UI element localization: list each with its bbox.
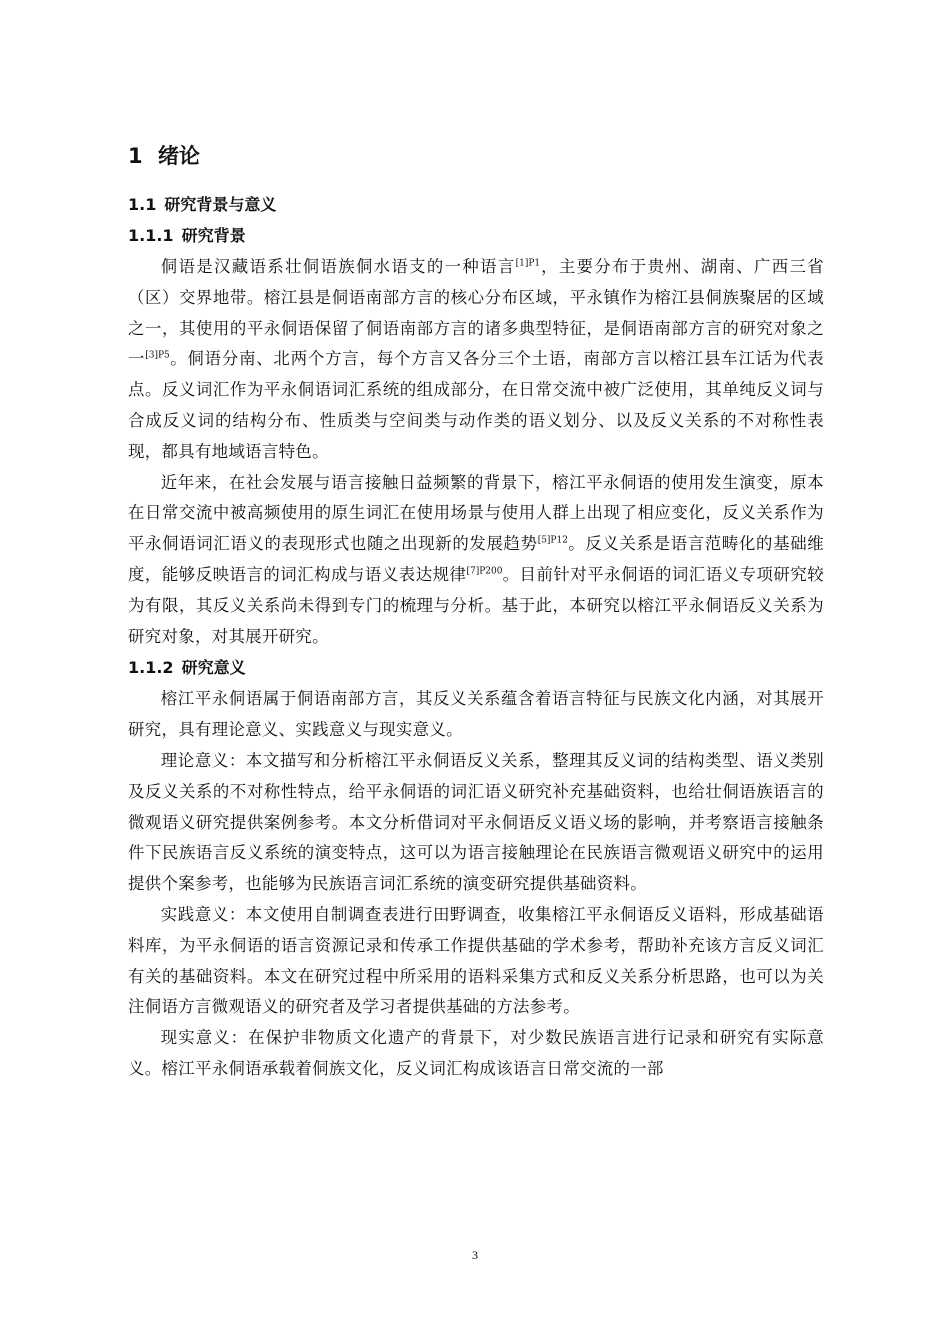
text-run: 近年来，在社会发展与语言接触日益频繁的背景下，榕江平永侗语的使用发生演变，原本在日常交流中被高频使用的原生词汇在使用场景与使用人群上出现了相应变化，反义关系作为平永侗语词汇语义的表现形式也随之出现新的发展趋势 [128, 472, 824, 554]
citation-ref: [1]P1 [515, 258, 541, 269]
paragraph-practical-significance: 实践意义：本文使用自制调查表进行田野调查，收集榕江平永侗语反义语料，形成基础语料库，为平永侗语的语言资源记录和传承工作提供基础的学术参考，帮助补充该方言反义词汇有关的基础资料。本文在研究过程中所采用的语料采集方式和反义关系分析思路，也可以为关注侗语方言微观语义的研究者及学习者提供基础的方法参考。 [128, 904, 824, 1017]
section-number: 1.1 [128, 195, 157, 214]
subsection-number: 1.1.1 [128, 226, 174, 245]
chapter-title: 绪论 [157, 144, 200, 168]
section-title: 研究背景与意义 [164, 195, 277, 214]
page-number: 3 [472, 1248, 478, 1262]
paragraph-background-1 [128, 252, 824, 468]
subsection-number: 1.1.2 [128, 658, 174, 678]
text-run: ，主要分布于贵州、湖南、广西三省（区）交界地带。榕江县是侗语南部方言的核心分布区域，平永镇作为榕江县侗族聚居的区域之一，其使用的平永侗语保留了侗语南部方言的诸多典型特征，是侗语南部方言的研究对象之一 [128, 257, 824, 369]
paragraph-significance-intro: 榕江平永侗语属于侗语南部方言，其反义关系蕴含着语言特征与民族文化内涵，对其展开研究，具有理论意义、实践意义与现实意义。 [128, 689, 824, 740]
subsection-heading-1-1-2 [128, 655, 824, 680]
subsection-title: 研究意义 [181, 658, 246, 678]
chapter-heading [128, 142, 824, 170]
citation-ref: [3]P5 [145, 350, 170, 361]
chapter-number: 1 [128, 144, 143, 168]
text-run: 。目前针对平永侗语的词汇语义专项研究较为有限，其反义关系尚未得到专门的梳理与分析。基于此，本研究以榕江平永侗语反义关系为研究对象，对其展开研究。 [128, 564, 824, 646]
citation-ref: [5]P12 [537, 535, 568, 546]
subsection-heading-1-1-1 [128, 223, 824, 248]
paragraph-realistic-significance: 现实意义：在保护非物质文化遗产的背景下，对少数民族语言进行记录和研究有实际意义。榕江平永侗语承载着侗族文化，反义词汇构成该语言日常交流的一部 [128, 1028, 824, 1078]
text-run: 侗语是汉藏语系壮侗语族侗水语支的一种语言 [160, 257, 516, 276]
subsection-title: 研究背景 [181, 226, 246, 245]
page-body [128, 142, 824, 1085]
paragraph-theoretical-significance: 理论意义：本文描写和分析榕江平永侗语反义关系，整理其反义词的结构类型、语义类别及反义关系的不对称性特点，给平永侗语的词汇语义研究补充基础资料，也给壮侗语族语言的微观语义研究提供案例参考。本文分析借词对平永侗语反义语义场的影响，并考察语言接触条件下民族语言反义系统的演变特点，这可以为语言接触理论在民族语言微观语义研究中的运用提供个案参考，也能够为民族语言词汇系统的演变研究提供基础资料。 [128, 750, 824, 894]
text-run: 。侗语分南、北两个方言，每个方言又各分三个土语，南部方言以榕江县车江话为代表点。反义词汇作为平永侗语词汇系统的组成部分，在日常交流中被广泛使用，其单纯反义词与合成反义词的结构分布、性质类与空间类与动作类的语义划分、以及反义关系的不对称性表现，都具有地域语言特色。 [128, 349, 824, 461]
paragraph-background-2 [128, 468, 824, 653]
citation-ref: [7]P200 [466, 566, 503, 577]
text-run: 。反义关系是语言范畴化的基础维度，能够反映语言的词汇构成与语义表达规律 [128, 534, 825, 584]
section-heading-1-1 [128, 192, 824, 217]
